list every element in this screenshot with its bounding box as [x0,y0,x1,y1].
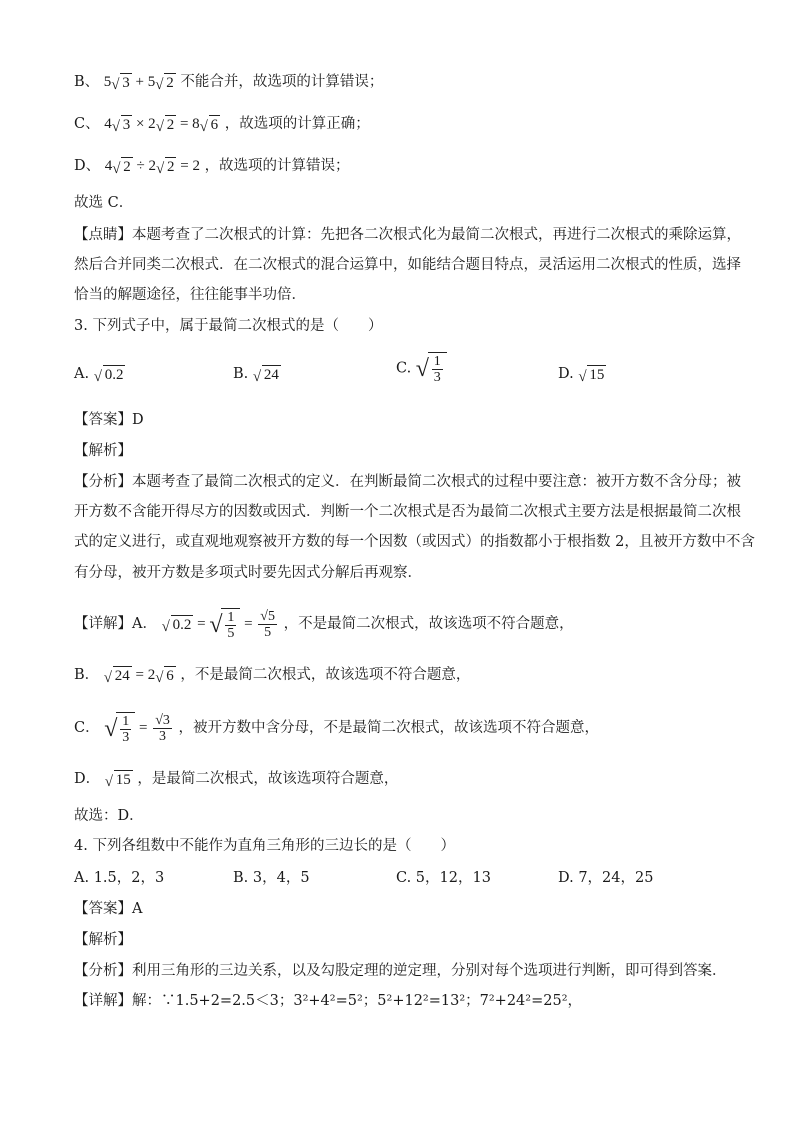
q3-option-b-label: B. [233,366,249,382]
q3-option-a [74,363,125,386]
q4-detail: 【详解】解：∵1.5+2=2.5＜3；3²+4²=5²；5²+12²=13²；7²+24²=25²， [74,993,583,1009]
q3-detail-a-text: ，不是最简二次根式，故该选项不符合题意， [283,615,574,632]
q4-option-b-label: B. [233,870,249,886]
q3-fenxi-line-2: 开方数不含能开得尽方的因数或因式．判断一个二次根式是否为最简二次根式主要方法是根据最简二次根 [74,504,741,520]
q3-detail-d-text: ，是最简二次根式，故该选项符合题意， [137,771,399,787]
q4-option-d-value: 7，24，25 [578,870,654,886]
prev-b-label: B、 [74,74,100,90]
q4-stem: 4. 下列各组数中不能作为直角三角形的三边长的是（ ） [74,838,455,854]
q4-jiexi: 【解析】 [74,932,132,948]
q3-detail-a [74,608,574,641]
q3-option-d-label: D. [558,366,574,382]
q4-option-a-label: A. [74,870,90,886]
q3-stem: 3. 下列式子中，属于最简二次根式的是（ ） [74,318,383,334]
prev-line-b [74,71,383,94]
q4-option-b-value: 3，4，5 [252,870,310,886]
prev-b-text: 不能合并，故选项的计算错误； [180,74,384,90]
prev-d-expr: 4 √ 2 ÷ 2 √ 2 = 2 [104,158,200,177]
q3-jiexi: 【解析】 [74,443,132,459]
q3-option-c-expr: √ $\frac{1}{3}$ [416,352,447,385]
q3-detail-d-expr: √ 15 [104,771,131,790]
q3-fenxi-line-1: 【分析】本题考查了最简二次根式的定义．在判断最简二次根式的过程中要注意：被开方数不含分母；被 [74,474,741,490]
prev-c-expr: 4 √ 3 × 2 √ 2 = 8 √ 6 [104,116,219,135]
prev-d-label: D、 [74,158,101,174]
q3-detail-c-text: ，被开方数中含分母，不是最简二次根式，故该选项不符合题意， [178,719,599,736]
q3-fenxi-line-3: 式的定义进行，或直观地观察被开方数的每一个因数（或因式）的指数都小于根指数 2，且被开方数中不含 [74,534,755,550]
q3-detail-d [74,768,398,791]
q3-detail-c [74,712,599,745]
prev-b-expr: 5 √ 3 + 5 √ 2 [103,74,174,93]
q3-option-c [396,352,447,385]
q3-detail-b-label: B． [74,667,100,683]
q3-detail-d-label: D． [74,771,101,787]
q3-option-a-expr: √ 0.2 [93,366,124,385]
q3-option-d [558,363,606,386]
q3-option-b [233,363,281,386]
prev-line-c [74,113,370,136]
q4-option-c-label: C. [396,870,412,886]
q4-answer: 【答案】A [74,901,143,917]
q4-option-b [233,867,310,889]
prev-d-text: ，故选项的计算错误； [204,158,350,174]
q3-answer: 【答案】D [74,412,144,428]
q3-fenxi-line-4: 有分母，被开方数是多项式时要先因式分解后再观察． [74,565,422,581]
q4-fenxi: 【分析】利用三角形的三边关系，以及勾股定理的逆定理，分别对每个选项进行判断，即可得到答案． [74,963,727,979]
q3-option-b-expr: √ 24 [252,366,279,385]
prev-choose: 故选 C． [74,195,134,211]
dianjing-line-1: 【点睛】本题考查了二次根式的计算：先把各二次根式化为最简二次根式，再进行二次根式的乘除运算， [74,227,741,243]
q4-option-a-value: 1.5，2，3 [93,870,165,886]
q3-option-a-label: A. [74,366,90,382]
q4-option-c-value: 5，12，13 [415,870,491,886]
q3-detail-c-expr: √ $\frac{1}{3}$ = $\frac{√3}{3}$ [104,713,170,746]
prev-c-label: C、 [74,116,100,132]
q3-detail-b-text: ，不是最简二次根式，故该选项不符合题意， [180,667,471,683]
q3-choose: 故选：D． [74,808,144,824]
q3-detail-b [74,664,470,687]
q4-option-a [74,867,164,889]
q3-detail-a-expr: √ 0.2 = √ $\frac{1}{5}$ = $\frac{√5}{5}$ [161,609,275,642]
prev-c-text: ，故选项的计算正确； [224,116,370,132]
q3-option-c-label: C. [396,360,412,377]
q4-option-d-label: D. [558,870,574,886]
q4-option-d [558,867,653,889]
q4-option-c [396,867,491,889]
dianjing-line-3: 恰当的解题途径，往往能事半功倍． [74,287,306,303]
dianjing-line-2: 然后合并同类二次根式．在二次根式的混合运算中，如能结合题目特点，灵活运用二次根式的性质，选择 [74,257,741,273]
prev-line-d [74,155,350,178]
q3-option-d-expr: √ 15 [578,366,605,385]
q3-detail-b-expr: √ 24 = 2 √ 6 [103,667,174,686]
q3-detail-c-label: C． [74,719,100,736]
q3-detail-a-label: 【详解】A． [74,615,157,632]
